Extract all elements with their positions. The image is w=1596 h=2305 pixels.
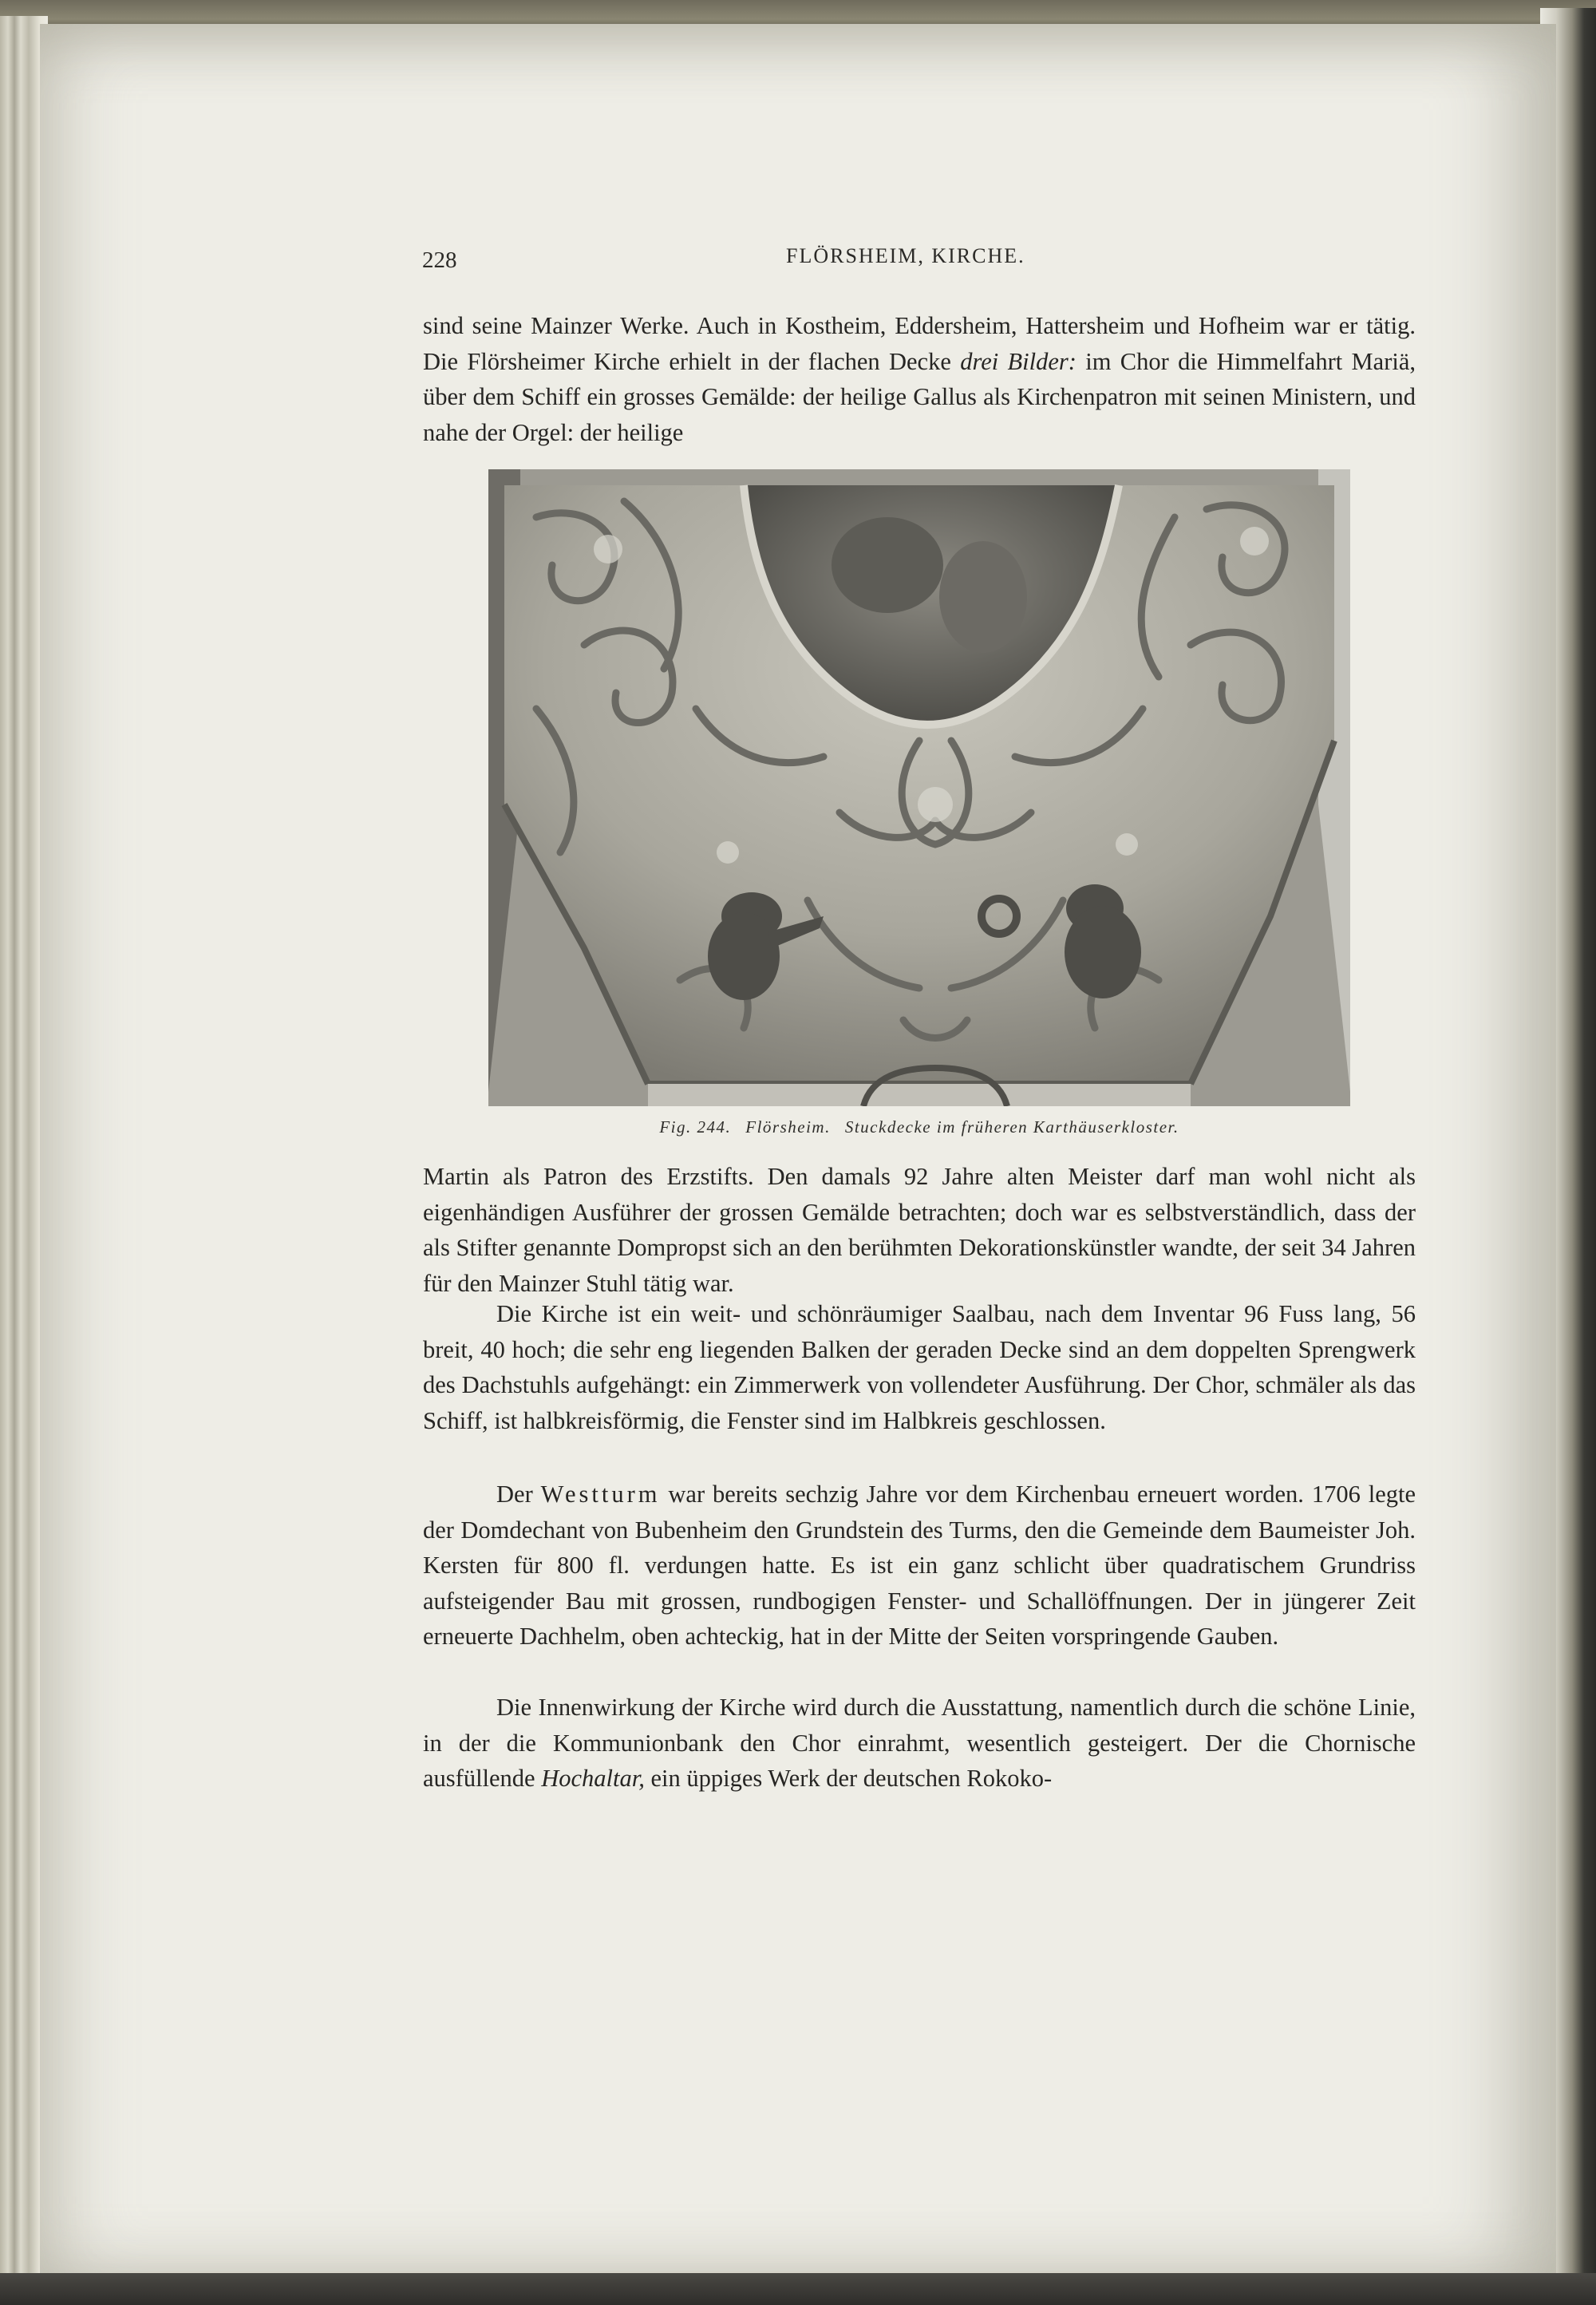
paragraph-3: Die Kirche ist ein weit- und schönräumiger Saalbau, nach dem Inventar 96 Fuss lang, 56 breit, 40 hoch; die sehr eng liegenden Balken der geraden Decke sind an dem doppelten Sprengwerk des Dachstuhls aufgehängt: ein Zimmerwerk von vollendeter Ausführung. Der Chor, schmäler als das Schiff, ist halbkreisförmig, die Fenster sind im Halbkreis geschlossen. bbox=[423, 1300, 1416, 1434]
paragraph-5-text-b: ein üppiges Werk der deutschen Rokoko- bbox=[644, 1765, 1053, 1792]
figure-description: Stuckdecke im früheren Karthäuserkloster. bbox=[844, 1117, 1179, 1137]
running-title: FLÖRSHEIM, KIRCHE. bbox=[786, 244, 1025, 267]
paragraph-1 bbox=[423, 308, 1416, 450]
paragraph-1-text-b: im Chor die Himmelfahrt Mariä, über dem Schiff ein grosses Gemälde: der heilige Gallus als Kirchenpatron mit seinen Ministern, und nahe der Orgel: der heilige bbox=[423, 347, 1416, 446]
paragraph-1-text-a: sind seine Mainzer Werke. Auch in Kostheim, Eddersheim, Hattersheim und Hofheim war er tätig. Die Flörsheimer Kirche erhielt in der flachen Decke bbox=[423, 312, 1416, 375]
paragraph-5-emphasis: Hochaltar, bbox=[541, 1765, 645, 1792]
paragraph-4-text-b: war bereits sechzig Jahre vor dem Kirchenbau erneuert worden. 1706 legte der Domdechant von Bubenheim den Grundstein des Turms, den die Gemeinde dem Baumeister Joh. Kersten für 800 fl. verdungen hatte. Es ist ein ganz schlicht über quadratischem Grundriss aufsteigender Bau mit grossen, rundbogigen Fenster- und Schallöffnungen. Der in jüngerer Zeit erneuerte Dachhelm, oben achteckig, hat in der Mitte der Seiten vorspringende Gauben. bbox=[423, 1481, 1416, 1650]
paragraph-4-emphasis: Westturm bbox=[540, 1481, 661, 1508]
figure-label: Fig. 244. bbox=[659, 1117, 732, 1137]
figure-caption bbox=[488, 1117, 1350, 1137]
figure-place: Flörsheim. bbox=[745, 1117, 831, 1137]
page-number: 228 bbox=[422, 247, 457, 273]
figure-stucco-ceiling-photo bbox=[488, 469, 1350, 1106]
paragraph-5 bbox=[423, 1690, 1416, 1797]
paragraph-4-text-a: Der bbox=[496, 1481, 541, 1508]
paragraph-1-emphasis: drei Bilder: bbox=[960, 347, 1077, 375]
book-binding-bottom bbox=[0, 2273, 1596, 2305]
paragraph-4 bbox=[423, 1477, 1416, 1655]
paragraph-5-text-a: Die Innenwirkung der Kirche wird durch die Ausstattung, namentlich durch die schöne Linie, in der die Kommunionbank den Chor einrahmt, wesentlich gesteigert. Der die Chornische ausfüllende bbox=[423, 1694, 1416, 1792]
paragraph-2: Martin als Patron des Erzstifts. Den damals 92 Jahre alten Meister darf man wohl nicht als eigenhändigen Ausführer der grossen Gemälde betrachten; doch war es selbstverständlich, dass der als Stifter genannte Dompropst sich an den berühmten Dekorationskünstler wandte, der seit 34 Jahren für den Mainzer Stuhl tätig war. bbox=[423, 1163, 1416, 1297]
